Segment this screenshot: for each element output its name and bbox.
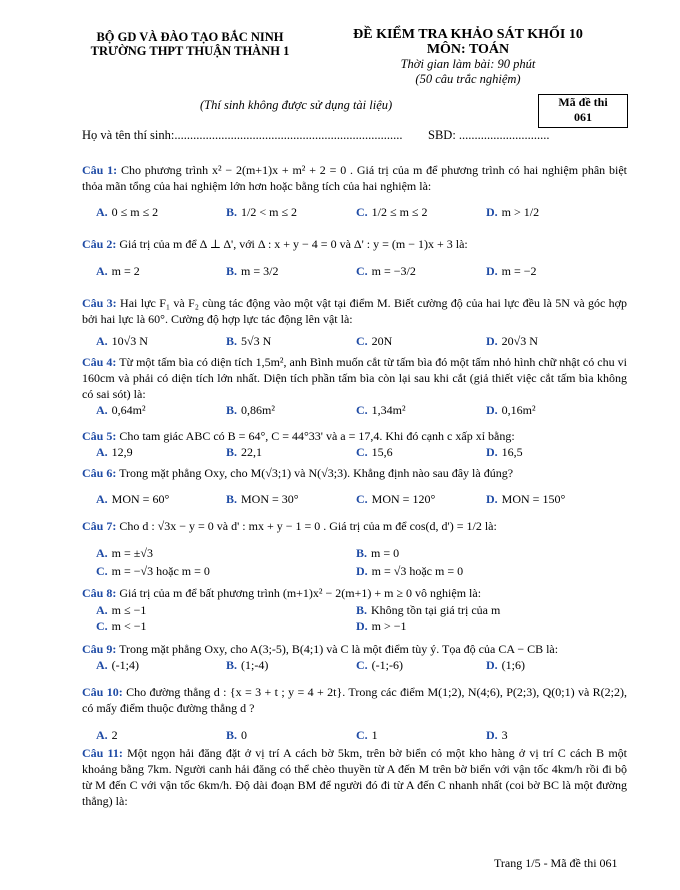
- question-text: Hai lực F₁ và F₂ cùng tác động vào một vật tại điểm M. Biết cường độ của hai lực đều là 5N và góc hợp bởi hai lực là 60°. Cường độ hợp lực tác động lên vật là:: [82, 296, 627, 326]
- option-d: D. 0,16m²: [486, 403, 536, 417]
- question-label: Câu 4:: [82, 355, 117, 369]
- question-8: [82, 585, 627, 601]
- student-info: [82, 128, 550, 143]
- exam-subject: MÔN: TOÁN: [426, 42, 510, 57]
- option-c: C. 1: [356, 728, 378, 742]
- option-c: C. 1/2 ≤ m ≤ 2: [356, 205, 428, 219]
- question-text: Cho d : √3x − y = 0 và d' : mx + y − 1 = 0 . Giá trị của m để cos(d, d') = 1/2 là:: [119, 519, 497, 533]
- question-1: [82, 162, 627, 194]
- option-a: A. m ≤ −1: [96, 603, 147, 617]
- question-text: Trong mặt phẳng Oxy, cho M(√3;1) và N(√3;3). Khẳng định nào sau đây là đúng?: [119, 466, 514, 480]
- question-label: Câu 10:: [82, 685, 123, 699]
- option-c: C. (-1;-6): [356, 658, 403, 672]
- question-2: [82, 236, 627, 252]
- question-5: [82, 428, 627, 444]
- question-text: Một ngọn hải đăng đặt ở vị trí A cách bờ 5km, trên bờ biển có một kho hàng ở vị trí C cách B một khoảng bằng 7km. Người canh hải đăng có thể chèo thuyền từ A đến M trên bờ biển với vận tốc 4km/h rồi đi bộ từ M đến C với vận tốc 6km/h. Độ dài đoạn BM để người đó đi từ A đến C nhanh nhất (coi bờ BC là một đường thẳng) là:: [82, 746, 627, 808]
- option-a: A. 10√3 N: [96, 334, 148, 348]
- option-d: D. m = −2: [486, 264, 537, 278]
- options-7-row2: [82, 562, 627, 580]
- options-9: [82, 656, 627, 674]
- option-c: C. 15,6: [356, 445, 393, 459]
- option-a: A. (-1;4): [96, 658, 139, 672]
- option-c: C. 1,34m²: [356, 403, 406, 417]
- option-c: C. m = −√3 hoặc m = 0: [96, 564, 210, 578]
- options-7-row1: [82, 544, 627, 562]
- question-3: [82, 295, 627, 327]
- question-label: Câu 2:: [82, 237, 117, 251]
- exam-title: ĐỀ KIỂM TRA KHẢO SÁT KHỐI 10: [353, 27, 583, 42]
- student-name-field: Họ và tên thí sinh:.........................................................................: [82, 128, 403, 142]
- question-label: Câu 9:: [82, 642, 117, 656]
- option-b: B. m = 3/2: [226, 264, 279, 278]
- question-label: Câu 3:: [82, 296, 117, 310]
- option-d: D. m > −1: [356, 619, 407, 633]
- option-c: C. 20N: [356, 334, 393, 348]
- question-4: [82, 354, 627, 402]
- option-a: A. 2: [96, 728, 118, 742]
- option-b: B. m = 0: [356, 546, 400, 560]
- question-label: Câu 5:: [82, 429, 117, 443]
- option-b: B. (1;-4): [226, 658, 269, 672]
- options-3: [82, 332, 627, 350]
- question-text: Cho đường thẳng d : {x = 3 + t ; y = 4 + 2t}. Trong các điểm M(1;2), N(4;6), P(2;3), Q(0;1) và R(2;2), có mấy điểm thuộc đường thẳng d ?: [82, 685, 627, 715]
- options-6: [82, 490, 627, 508]
- question-10: [82, 684, 627, 716]
- options-8-row2: [82, 617, 627, 635]
- options-4: [82, 401, 627, 419]
- question-text: Giá trị của m để bất phương trình (m+1)x² − 2(m+1) + m ≥ 0 vô nghiệm là:: [119, 586, 482, 600]
- question-count: (50 câu trắc nghiệm): [415, 72, 521, 86]
- question-label: Câu 11:: [82, 746, 123, 760]
- option-a: A. MON = 60°: [96, 492, 170, 506]
- option-a: A. 0,64m²: [96, 403, 146, 417]
- option-a: A. 12,9: [96, 445, 133, 459]
- option-d: D. (1;6): [486, 658, 525, 672]
- option-a: A. m = 2: [96, 264, 140, 278]
- option-c: C. m = −3/2: [356, 264, 416, 278]
- question-text: Giá trị của m để Δ ⊥ Δ', với Δ : x + y − 4 = 0 và Δ' : y = (m − 1)x + 3 là:: [119, 237, 468, 251]
- exam-code: 061: [574, 110, 592, 124]
- question-label: Câu 8:: [82, 586, 117, 600]
- option-b: B. 1/2 < m ≤ 2: [226, 205, 298, 219]
- option-d: D. 3: [486, 728, 508, 742]
- question-label: Câu 6:: [82, 466, 117, 480]
- question-text: Trong mặt phẳng Oxy, cho A(3;-5), B(4;1) và C là một điểm tùy ý. Tọa độ của CA − CB là:: [119, 642, 559, 656]
- option-d: D. 16,5: [486, 445, 523, 459]
- option-d: D. MON = 150°: [486, 492, 566, 506]
- exam-note: (Thí sinh không được sử dụng tài liệu): [200, 98, 393, 112]
- exam-code-box: [538, 94, 628, 128]
- exam-time: Thời gian làm bài: 90 phút: [400, 57, 536, 71]
- option-a: A. 0 ≤ m ≤ 2: [96, 205, 159, 219]
- option-a: A. m = ±√3: [96, 546, 153, 560]
- question-11: [82, 745, 627, 809]
- option-b: B. 0: [226, 728, 248, 742]
- question-6: [82, 465, 627, 481]
- page-footer: Trang 1/5 - Mã đề thi 061: [494, 856, 618, 870]
- option-c: C. MON = 120°: [356, 492, 436, 506]
- department-name: BỘ GD VÀ ĐÀO TẠO BẮC NINH: [96, 30, 284, 44]
- student-id-field: SBD: .............................: [428, 128, 550, 142]
- question-text: Từ một tấm bìa có diện tích 1,5m², anh Bình muốn cắt từ tấm bìa đó một tấm nhỏ hình chữ nhật có chu vi 160cm và phải có diện tích lớn nhất. Diện tích phần tấm bìa còn lại sau khi cắt (giả thiết việc cắt tấm bìa không có sai sót) là:: [82, 355, 627, 401]
- options-1: [82, 203, 627, 221]
- options-10: [82, 726, 627, 744]
- option-b: B. 0,86m²: [226, 403, 275, 417]
- question-9: [82, 641, 627, 657]
- question-text: Cho tam giác ABC có B = 64°, C = 44°33' và a = 17,4. Khi đó cạnh c xấp xỉ bằng:: [119, 429, 515, 443]
- options-5: [82, 443, 627, 461]
- school-header: [70, 30, 310, 58]
- option-b: B. 22,1: [226, 445, 263, 459]
- question-7: [82, 518, 627, 534]
- school-name: TRƯỜNG THPT THUẬN THÀNH 1: [90, 44, 290, 58]
- option-b: B. 5√3 N: [226, 334, 272, 348]
- options-2: [82, 262, 627, 280]
- option-b: B. Không tồn tại giá trị của m: [356, 603, 501, 617]
- exam-code-label: Mã đề thi: [558, 95, 608, 109]
- option-b: B. MON = 30°: [226, 492, 299, 506]
- option-c: C. m < −1: [96, 619, 147, 633]
- option-d: D. m > 1/2: [486, 205, 540, 219]
- exam-header: [318, 27, 618, 87]
- question-label: Câu 7:: [82, 519, 117, 533]
- option-d: D. 20√3 N: [486, 334, 538, 348]
- question-text: Cho phương trình x² − 2(m+1)x + m² + 2 = 0 . Giá trị của m để phương trình có hai nghiệm phân biệt thỏa mãn tổng của hai nghiệm lớn hơn hoặc bằng tích của hai nghiệm là:: [82, 163, 627, 193]
- option-d: D. m = √3 hoặc m = 0: [356, 564, 464, 578]
- question-label: Câu 1:: [82, 163, 118, 177]
